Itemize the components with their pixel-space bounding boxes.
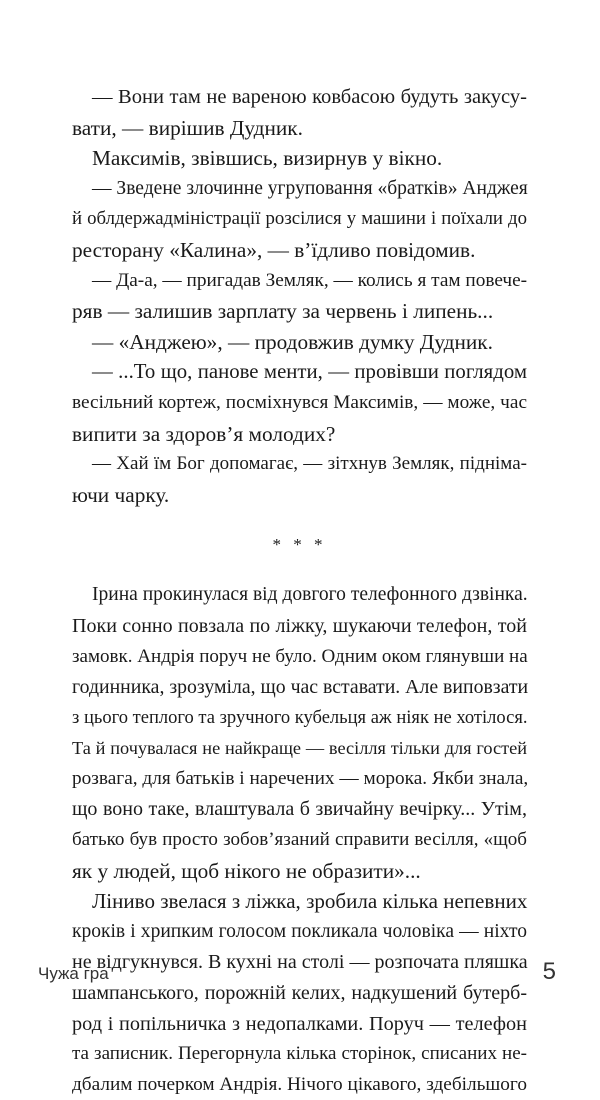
text-line: й облдержадміністрації розсілися у машини і поїхали до (72, 208, 527, 230)
text-line: — «Анджею», — продовжив думку Дудник. (92, 329, 493, 354)
text-line: Поки сонно повзала по ліжку, шукаючи телефон, той (72, 614, 527, 637)
text-line: — Вони там не вареною ковбасою будуть закусу- (92, 86, 527, 108)
text-line: що воно таке, влаштувала б звичайну вечірку... Утім, (72, 798, 527, 821)
text-line: з цього теплого та зручного кубельця аж ніяк не хотілося. (72, 706, 528, 728)
text-line: як у людей, щоб нікого не образити»... (72, 858, 421, 883)
text-line: Ірина прокинулася від довгого телефонного дзвінка. (92, 584, 528, 606)
text-line: батько був просто зобов’язаний справити весілля, «щоб (72, 829, 527, 851)
text-line: Та й почувалася не найкраще — весілля тільки для гостей (72, 738, 527, 759)
text-line: випити за здоров’я молодих? (72, 421, 336, 446)
text-line: вати, — вирішив Дудник. (72, 115, 303, 140)
text-line: — ...То що, панове менти, — провівши поглядом (92, 360, 527, 384)
section-separator: * * * (272, 535, 327, 555)
text-line: кроків і хрипким голосом покликала чоловіка — ніхто (72, 920, 527, 942)
text-line: весільний кортеж, посміхнувся Максимів, — може, час (72, 391, 527, 413)
text-line: замовк. Андрія поруч не було. Одним оком глянувши на (72, 645, 528, 667)
text-line: род і попільничка з недопалками. Поруч — телефон (72, 1012, 527, 1035)
text-line: годинника, зрозуміла, що час вставати. Але виповзати (72, 676, 529, 699)
text-line: ресторану «Калина», — в’їдливо повідомив. (72, 237, 476, 262)
book-title: Чужа гра (38, 964, 109, 983)
text-line: ряв — залишив зарплату за червень і липень... (72, 299, 494, 324)
text-line: Максимів, звівшись, визирнув у вікно. (92, 146, 443, 171)
text-line: розвага, для батьків і наречених — морока. Якби знала, (72, 767, 529, 789)
text-line: шампанського, порожній келих, надкушений бутерб- (72, 982, 527, 1005)
text-line: Ліниво звелася з ліжка, зробила кілька непевних (92, 889, 528, 914)
text-line: — Да-а, — пригадав Земляк, — колись я там повече- (92, 269, 528, 291)
text-line: ючи чарку. (72, 482, 170, 507)
text-line: — Хай їм Бог допомагає, — зітхнув Земляк, підніма- (92, 453, 527, 475)
page-text (72, 82, 527, 1100)
text-line: дбалим почерком Андрія. Нічого цікавого, здебільшого (72, 1073, 527, 1095)
page-number: 5 (542, 958, 556, 985)
text-line: та записник. Перегорнула кілька сторінок, списаних не- (72, 1043, 527, 1065)
text-line: — Зведене злочинне угруповання «братків» Анджея (92, 177, 528, 199)
text-line: не відгукнувся. В кухні на столі — розпочата пляшка (72, 951, 528, 974)
